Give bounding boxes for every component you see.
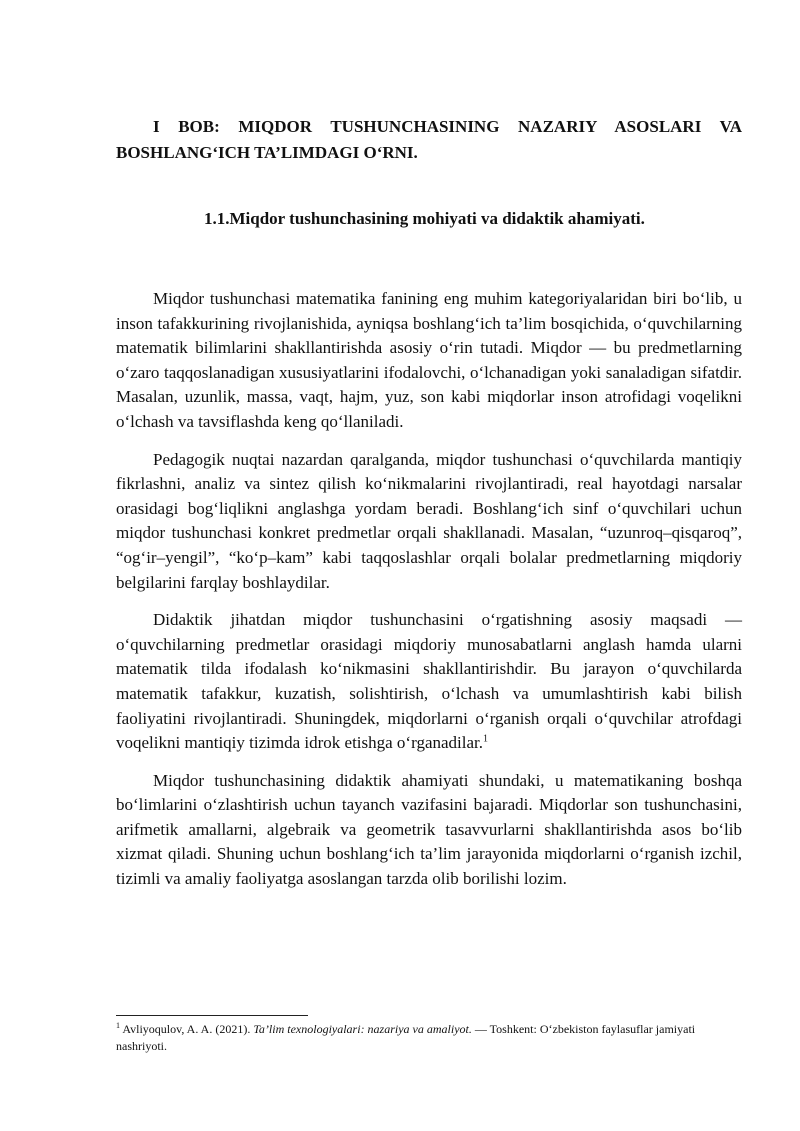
section-title: 1.1.Miqdor tushunchasining mohiyati va didaktik ahamiyati. <box>204 209 645 228</box>
paragraph-2: Pedagogik nuqtai nazardan qaralganda, miqdor tushunchasi o‘quvchilarda mantiqiy fikrlashni, analiz va sintez qilish ko‘nikmalarini rivojlantiradi, real hayotdagi narsalar orasidagi bog‘liqlikni anglashga yordam beradi. Boshlang‘ich sinf o‘quvchilari uchun miqdor tushunchasi konkret predmetlar orqali shakllanadi. Masalan, “uzunroq–qisqaroq”, “og‘ir–yengil”, “ko‘p–kam” kabi taqqoslashlar orqali bolalar predmetlarning miqdoriy belgilarini farqlay boshlaydilar. <box>116 449 742 592</box>
footnote-author: Avliyoqulov, A. A. (2021). <box>122 1022 251 1036</box>
footnote-marker: 1 <box>116 1021 120 1030</box>
chapter-title: I BOB: MIQDOR TUSHUNCHASINING NAZARIY ASOSLARI VA BOSHLANG‘ICH TA’LIMDAGI O‘RNI. <box>116 117 742 162</box>
body-text <box>116 287 742 905</box>
paragraph-4: Miqdor tushunchasining didaktik ahamiyati shundaki, u matematikaning boshqa bo‘limlarini o‘zlashtirish uchun tayanch vazifasini bajaradi. Miqdorlar son tushunchasini, arifmetik amallarni, algebraik va geometrik tasavvurlarni shakllantirishda asos bo‘lib xizmat qiladi. Shuning uchun boshlang‘ich ta’lim jarayonida miqdorlarni o‘rganish izchil, tizimli va amaliy faoliyatga asoslangan tarzda olib borilishi lozim. <box>116 770 742 889</box>
paragraph-3 <box>116 608 742 756</box>
footnote-publisher: — Toshkent: O‘zbekiston faylasuflar jamiyati nashriyoti. <box>116 1022 696 1053</box>
footnote-title: Ta’lim texnologiyalari: nazariya va amaliyot. <box>253 1022 472 1036</box>
footnote-reference[interactable]: 1 <box>483 733 488 745</box>
paragraph-3-text: Didaktik jihatdan miqdor tushunchasini o‘rgatishning asosiy maqsadi — o‘quvchilarning predmetlar orasidagi miqdoriy munosabatlarni anglash hamda ularni matematik tilda ifodalash ko‘nikmasini shakllantirishdir. Bu jarayon o‘quvchilarda matematik tafakkur, kuzatish, solishtirish, o‘lchash va umumlashtirish kabi bilish faoliyatini rivojlantiradi. Shuningdek, miqdorlarni o‘rganish orqali o‘quvchilar atrofdagi voqelikni mantiqiy tizimda idrok etishga o‘rganadilar. <box>116 610 742 753</box>
paragraph-1: Miqdor tushunchasi matematika fanining eng muhim kategoriyalaridan biri bo‘lib, u inson tafakkurining rivojlanishida, ayniqsa boshlang‘ich ta’lim bosqichida, o‘quvchilarning matematik bilimlarini shakllantirishda asosiy o‘rin tutadi. Miqdor — bu predmetlarning o‘zaro taqqoslanadigan xususiyatlarini ifodalovchi, o‘lchanadigan yoki sanaladigan sifatdir. Masalan, uzunlik, massa, vaqt, hajm, yuz, son kabi miqdorlar inson atrofidagi voqelikni o‘lchash va tavsiflashda keng qo‘llaniladi. <box>116 289 742 431</box>
footnote-separator <box>116 1015 308 1016</box>
document-page <box>116 0 742 1131</box>
footnote <box>116 1021 742 1055</box>
